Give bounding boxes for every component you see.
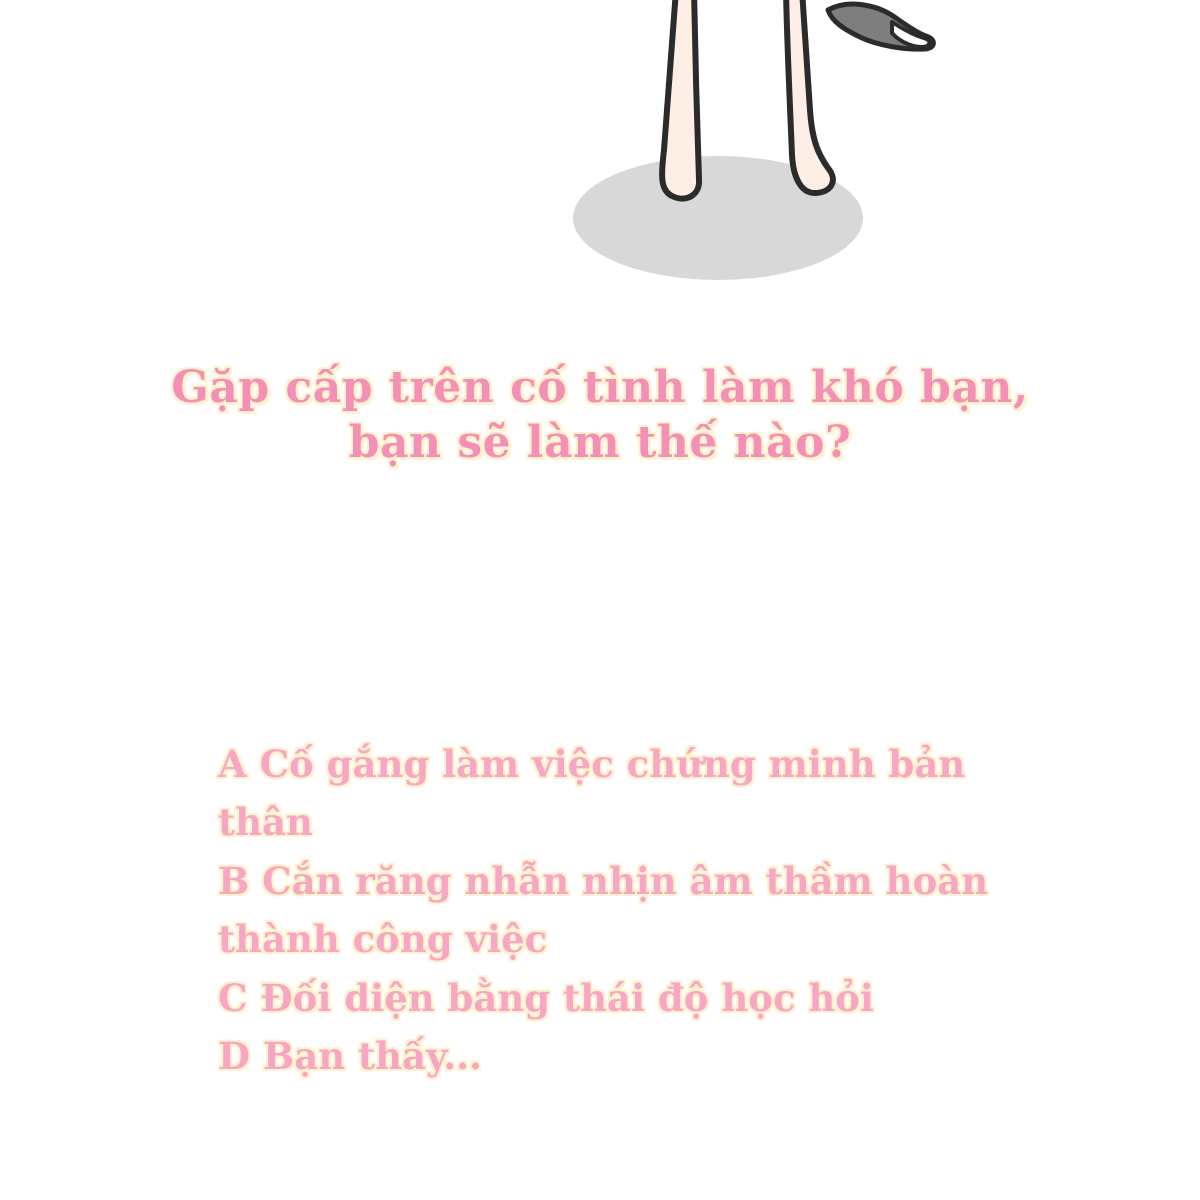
character-illustration [0,0,1200,330]
question-line-2: bạn sẽ làm thế nào? [348,417,852,468]
option-c[interactable]: C Đối diện bằng thái độ học hỏi [218,975,874,1020]
option-d[interactable]: D Bạn thấy... [218,1034,482,1079]
left-leg [662,0,699,199]
illustration-area [0,0,1200,330]
right-leg [786,0,833,193]
question-text [0,360,1200,470]
question-line-1: Gặp cấp trên cố tình làm khó bạn, [171,362,1029,413]
answer-options [218,735,1048,1086]
option-a[interactable]: A Cố gắng làm việc chứng minh bản thân [218,742,966,845]
option-b[interactable]: B Cắn răng nhẫn nhịn âm thầm hoàn thành công việc [218,858,989,962]
